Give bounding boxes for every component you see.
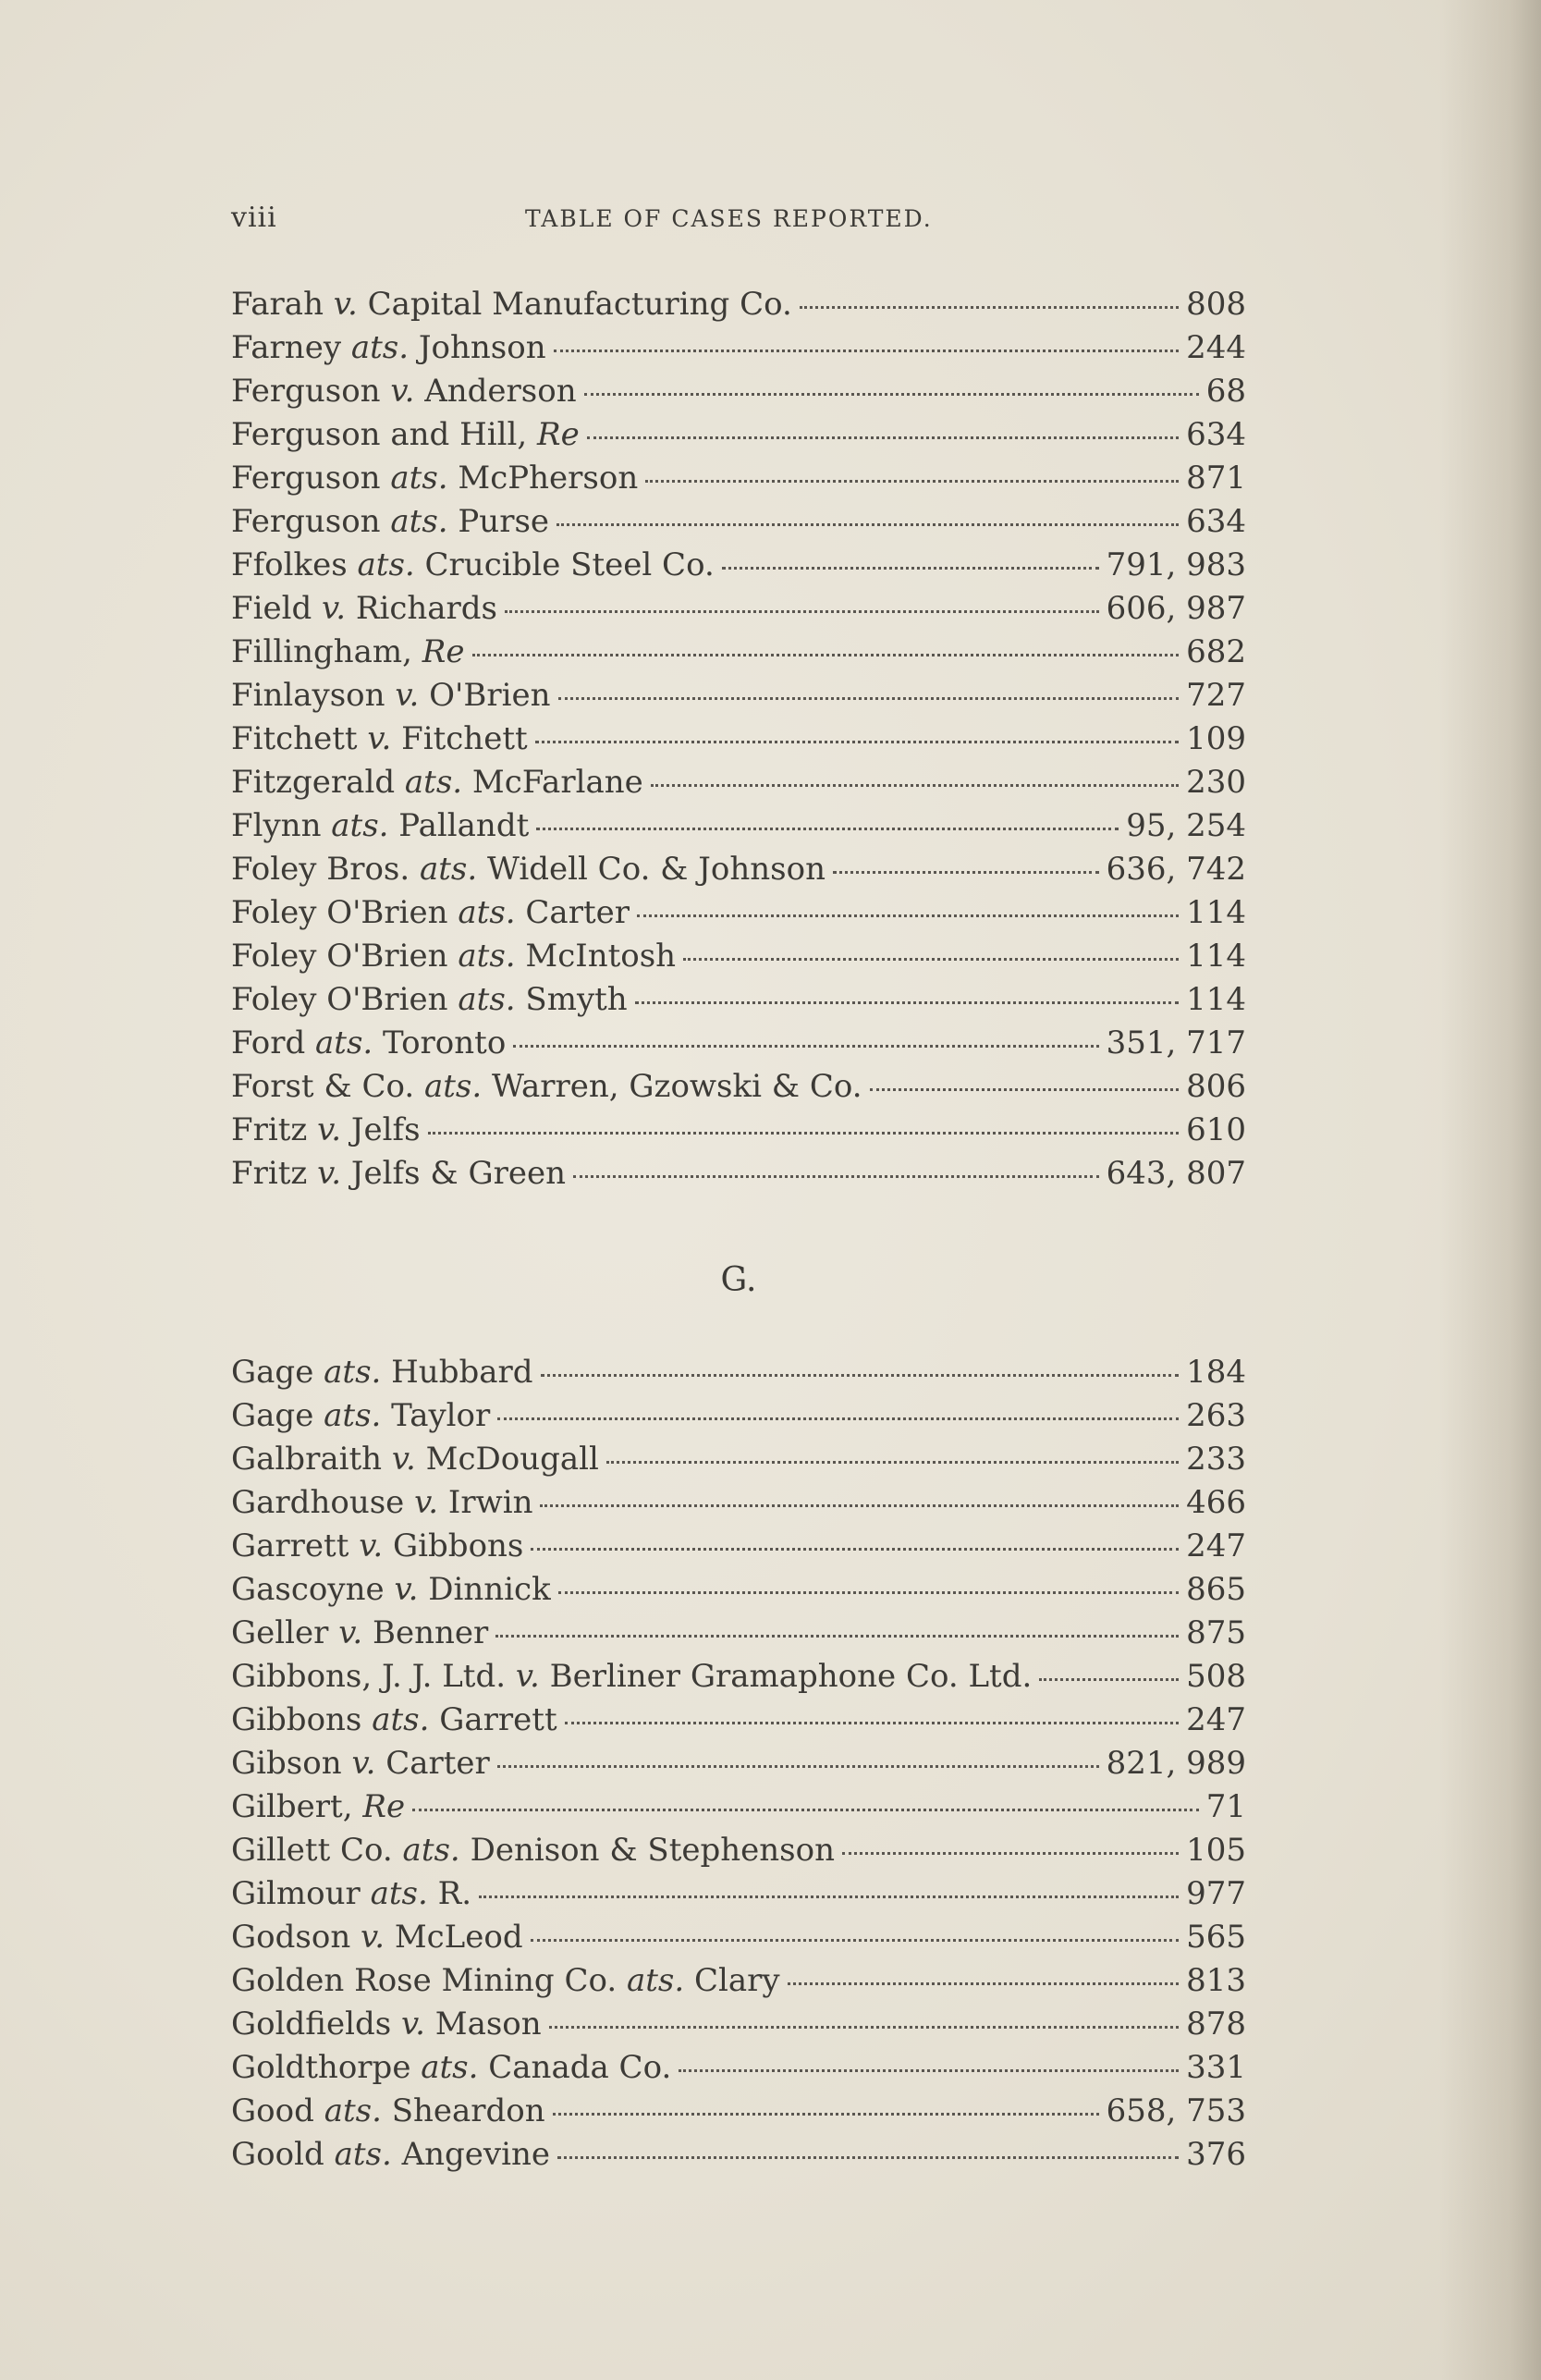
first-party: Gibbons	[231, 1701, 362, 1738]
case-name	[231, 1351, 533, 1394]
case-name	[231, 761, 643, 804]
case-name	[231, 848, 826, 891]
case-name	[231, 1065, 862, 1109]
case-name	[231, 1916, 523, 1959]
case-entry	[231, 1742, 1246, 1785]
page-reference: 263	[1186, 1397, 1246, 1434]
case-connector: v.	[400, 2006, 425, 2043]
case-connector: v.	[414, 1484, 439, 1521]
case-connector: v.	[351, 1745, 376, 1782]
case-name	[231, 1872, 471, 1916]
page-reference: 331	[1186, 2049, 1246, 2086]
first-party: Foley O'Brien	[231, 894, 448, 931]
running-title: TABLE OF CASES REPORTED.	[525, 205, 933, 232]
first-party: Field	[231, 590, 312, 627]
page-reference: 727	[1186, 677, 1246, 714]
dot-leader	[800, 306, 1179, 309]
case-connector: ats.	[390, 460, 448, 497]
case-name	[231, 2003, 542, 2046]
case-name	[231, 718, 528, 761]
case-connector: ats.	[404, 764, 463, 801]
case-entry	[231, 891, 1246, 935]
second-party: Purse	[458, 503, 550, 540]
dot-leader	[558, 1591, 1179, 1594]
second-party: Hubbard	[391, 1354, 533, 1391]
first-party: Garrett	[231, 1527, 349, 1564]
page-reference: 875	[1186, 1614, 1246, 1651]
first-party: Gascoyne	[231, 1571, 385, 1608]
case-entry	[231, 1655, 1246, 1699]
case-entry	[231, 1152, 1246, 1196]
first-party: Farney	[231, 329, 342, 366]
second-party: Clary	[694, 1962, 780, 1999]
case-connector: ats.	[357, 546, 415, 583]
first-party: Gibson	[231, 1745, 342, 1782]
dot-leader	[557, 2156, 1179, 2159]
second-party: Benner	[373, 1614, 489, 1651]
first-party: Gilmour	[231, 1875, 361, 1912]
dot-leader	[556, 523, 1179, 526]
dot-leader	[870, 1088, 1180, 1091]
first-party: Finlayson	[231, 677, 385, 714]
case-connector: ats.	[331, 807, 389, 844]
second-party: McPherson	[458, 460, 639, 497]
section-letter-g: G.	[720, 1261, 757, 1299]
page-reference: 813	[1186, 1962, 1246, 1999]
case-entry	[231, 1109, 1246, 1152]
case-connector: ats.	[390, 503, 448, 540]
second-party: Warren, Gzowski & Co.	[491, 1068, 862, 1105]
case-connector: v.	[394, 1571, 419, 1608]
first-party: Fitchett	[231, 720, 358, 757]
dot-leader	[722, 567, 1099, 570]
first-party: Fritz	[231, 1111, 308, 1148]
second-party: Irwin	[447, 1484, 533, 1521]
page-reference: 184	[1186, 1354, 1246, 1391]
case-connector: ats.	[626, 1962, 685, 1999]
second-party: Pallandt	[398, 807, 530, 844]
second-party: R.	[437, 1875, 472, 1912]
second-party: Jelfs & Green	[350, 1155, 566, 1192]
dot-leader	[535, 741, 1179, 743]
case-connector: v.	[367, 720, 392, 757]
case-entry	[231, 761, 1246, 804]
dot-leader	[635, 1001, 1179, 1004]
case-entry	[231, 804, 1246, 848]
dot-leader	[479, 1895, 1179, 1898]
page-reference: 878	[1186, 2006, 1246, 2043]
second-party: Denison & Stephenson	[470, 1832, 835, 1869]
case-entry	[231, 978, 1246, 1022]
second-party: Jelfs	[350, 1111, 421, 1148]
case-name	[231, 891, 630, 935]
case-entry	[231, 500, 1246, 544]
case-connector: ats.	[334, 2136, 392, 2173]
dot-leader	[565, 1722, 1179, 1724]
case-name	[231, 1699, 557, 1742]
page-reference: 682	[1186, 633, 1246, 670]
first-party: Foley Bros.	[231, 851, 410, 888]
first-party: Foley O'Brien	[231, 938, 448, 975]
dot-leader	[513, 1045, 1098, 1048]
second-party: Toronto	[383, 1024, 507, 1061]
page-reference: 71	[1205, 1788, 1246, 1825]
second-party: Carter	[385, 1745, 490, 1782]
page-reference: 634	[1186, 503, 1246, 540]
first-party: Ford	[231, 1024, 306, 1061]
dot-leader	[531, 1939, 1179, 1942]
page-reference: 508	[1186, 1658, 1246, 1695]
case-connector: ats.	[372, 1701, 430, 1738]
page-reference: 865	[1186, 1571, 1246, 1608]
case-entry	[231, 457, 1246, 500]
case-entry	[231, 2046, 1246, 2090]
case-name	[231, 500, 549, 544]
case-entry	[231, 1829, 1246, 1872]
second-party: Angevine	[401, 2136, 551, 2173]
case-name	[231, 631, 465, 674]
first-party: Good	[231, 2092, 314, 2129]
page-reference: 636, 742	[1106, 851, 1246, 888]
first-party: Gardhouse	[231, 1484, 405, 1521]
page-reference: 230	[1186, 764, 1246, 801]
case-connector: v.	[338, 1614, 363, 1651]
page-reference: 806	[1186, 1068, 1246, 1105]
first-party: Gage	[231, 1354, 314, 1391]
dot-leader	[683, 958, 1179, 961]
case-name	[231, 370, 577, 413]
dot-leader	[495, 1635, 1179, 1638]
dot-leader	[558, 697, 1180, 700]
first-party: Galbraith	[231, 1441, 383, 1478]
case-name	[231, 544, 715, 587]
case-connector: ats.	[350, 329, 410, 366]
second-party: Smyth	[525, 981, 628, 1018]
case-entry	[231, 2003, 1246, 2046]
case-name	[231, 326, 546, 370]
second-party: Berliner Gramaphone Co. Ltd.	[549, 1658, 1033, 1695]
first-party: Ffolkes	[231, 546, 348, 583]
case-connector: ats.	[324, 1354, 382, 1391]
case-name	[231, 1959, 780, 2003]
case-connector: v.	[317, 1111, 342, 1148]
first-party: Forst & Co.	[231, 1068, 415, 1105]
case-entry	[231, 1394, 1246, 1438]
case-connector: ats.	[420, 851, 478, 888]
case-name	[231, 2090, 545, 2133]
case-connector: ats.	[402, 1832, 460, 1869]
page-reference: 95, 254	[1126, 807, 1246, 844]
case-connector: v.	[390, 373, 415, 410]
case-connector: Re	[422, 633, 465, 670]
second-party: O'Brien	[429, 677, 551, 714]
case-entry	[231, 1612, 1246, 1655]
case-connector: v.	[322, 590, 347, 627]
case-name	[231, 2133, 550, 2177]
second-party: Fitchett	[401, 720, 528, 757]
dot-leader	[531, 1548, 1179, 1551]
dot-leader	[645, 480, 1179, 483]
case-entry	[231, 631, 1246, 674]
case-entry	[231, 718, 1246, 761]
dot-leader	[541, 1374, 1180, 1377]
page-reference: 634	[1186, 416, 1246, 453]
case-entry	[231, 1022, 1246, 1065]
second-party: Mason	[434, 2006, 542, 2043]
case-entry	[231, 674, 1246, 718]
dot-leader	[428, 1132, 1180, 1135]
page-reference: 247	[1186, 1527, 1246, 1564]
first-party: Fitzgerald	[231, 764, 396, 801]
first-party: Ferguson	[231, 373, 381, 410]
first-party: Fritz	[231, 1155, 308, 1192]
page-reference: 466	[1186, 1484, 1246, 1521]
case-entry	[231, 935, 1246, 978]
second-party: Carter	[525, 894, 630, 931]
dot-leader	[842, 1852, 1179, 1855]
page-reference: 247	[1186, 1701, 1246, 1738]
case-name	[231, 1394, 490, 1438]
first-party: Gibbons, J. J. Ltd.	[231, 1658, 507, 1695]
page-reference: 871	[1186, 460, 1246, 497]
first-party: Ferguson	[231, 460, 381, 497]
first-party: Goold	[231, 2136, 324, 2173]
case-name	[231, 1829, 835, 1872]
case-connector: ats.	[458, 938, 516, 975]
case-connector: ats.	[458, 894, 516, 931]
page-reference: 808	[1186, 286, 1246, 323]
case-entry	[231, 1699, 1246, 1742]
dot-leader	[606, 1461, 1179, 1464]
case-name	[231, 283, 792, 326]
first-party: Foley O'Brien	[231, 981, 448, 1018]
dot-leader	[573, 1175, 1099, 1178]
case-name	[231, 935, 676, 978]
page-reference: 606, 987	[1106, 590, 1246, 627]
first-party: Gillett Co.	[231, 1832, 393, 1869]
page-reference: 105	[1186, 1832, 1246, 1869]
case-connector: ats.	[315, 1024, 373, 1061]
case-entry	[231, 1438, 1246, 1481]
case-name	[231, 1152, 566, 1196]
case-entry	[231, 1351, 1246, 1394]
second-party: Johnson	[418, 329, 546, 366]
first-party: Farah	[231, 286, 324, 323]
case-name	[231, 1612, 488, 1655]
case-entry	[231, 848, 1246, 891]
second-party: McDougall	[425, 1441, 599, 1478]
first-party: Flynn	[231, 807, 322, 844]
first-party: Fillingham,	[231, 633, 412, 670]
second-party: Gibbons	[393, 1527, 524, 1564]
case-name	[231, 1742, 490, 1785]
case-entry	[231, 1785, 1246, 1829]
page-reference: 821, 989	[1106, 1745, 1246, 1782]
dot-leader	[584, 393, 1199, 396]
case-name	[231, 457, 638, 500]
page-number: viii	[231, 202, 277, 234]
dot-leader	[472, 654, 1180, 656]
case-entry	[231, 1525, 1246, 1568]
case-entry	[231, 544, 1246, 587]
case-name	[231, 1655, 1032, 1699]
case-connector: v.	[361, 1919, 385, 1956]
first-party: Goldthorpe	[231, 2049, 411, 2086]
dot-leader	[497, 1417, 1179, 1420]
case-connector: ats.	[370, 1875, 428, 1912]
case-name	[231, 1568, 551, 1612]
first-party: Gilbert,	[231, 1788, 353, 1825]
page-header	[231, 202, 1248, 239]
page-reference: 977	[1186, 1875, 1246, 1912]
dot-leader	[505, 610, 1099, 613]
dot-leader	[553, 2113, 1099, 2116]
second-party: Crucible Steel Co.	[424, 546, 715, 583]
dot-leader	[1039, 1678, 1179, 1681]
case-entry	[231, 1065, 1246, 1109]
case-name	[231, 2046, 671, 2090]
case-entry	[231, 283, 1246, 326]
case-connector: v.	[359, 1527, 384, 1564]
case-connector: ats.	[423, 1068, 483, 1105]
case-name	[231, 587, 497, 631]
page-reference: 658, 753	[1106, 2092, 1246, 2129]
first-party: Gage	[231, 1397, 314, 1434]
first-party: Geller	[231, 1614, 329, 1651]
case-connector: ats.	[421, 2049, 479, 2086]
first-party: Ferguson	[231, 503, 381, 540]
second-party: Widell Co. & Johnson	[487, 851, 826, 888]
case-connector: Re	[537, 416, 580, 453]
dot-leader	[549, 2026, 1179, 2029]
case-name	[231, 674, 551, 718]
case-connector: v.	[333, 286, 358, 323]
first-party: Golden Rose Mining Co.	[231, 1962, 618, 1999]
page-reference: 791, 983	[1106, 546, 1246, 583]
case-entry	[231, 1959, 1246, 2003]
case-name	[231, 804, 529, 848]
page-reference: 114	[1186, 894, 1246, 931]
dot-leader	[554, 350, 1180, 352]
page-reference: 376	[1186, 2136, 1246, 2173]
second-party: Richards	[355, 590, 497, 627]
page-reference: 244	[1186, 329, 1246, 366]
case-connector: ats.	[324, 1397, 382, 1434]
case-entry	[231, 2090, 1246, 2133]
case-connector: Re	[362, 1788, 406, 1825]
page-reference: 351, 717	[1106, 1024, 1246, 1061]
case-name	[231, 413, 580, 457]
case-name	[231, 1109, 421, 1152]
case-entry	[231, 1916, 1246, 1959]
first-party: Ferguson and Hill,	[231, 416, 528, 453]
case-connector: v.	[391, 1441, 416, 1478]
page-reference: 643, 807	[1106, 1155, 1246, 1192]
case-entry	[231, 2133, 1246, 2177]
case-connector: v.	[395, 677, 420, 714]
case-connector: v.	[317, 1155, 342, 1192]
page-reference: 233	[1186, 1441, 1246, 1478]
dot-leader	[587, 436, 1179, 439]
page-reference: 109	[1186, 720, 1246, 757]
second-party: Sheardon	[391, 2092, 545, 2129]
page-reference: 68	[1205, 373, 1246, 410]
dot-leader	[497, 1765, 1099, 1768]
dot-leader	[540, 1504, 1179, 1507]
dot-leader	[651, 784, 1179, 787]
page-reference: 610	[1186, 1111, 1246, 1148]
dot-leader	[412, 1809, 1199, 1811]
page-edge-shadow	[1439, 0, 1541, 2380]
case-entry	[231, 1481, 1246, 1525]
case-name	[231, 1525, 523, 1568]
case-name	[231, 1022, 506, 1065]
dot-leader	[679, 2069, 1179, 2072]
case-connector: v.	[515, 1658, 540, 1695]
case-connector: ats.	[458, 981, 516, 1018]
dot-leader	[637, 914, 1179, 917]
first-party: Goldfields	[231, 2006, 392, 2043]
first-party: Godson	[231, 1919, 351, 1956]
case-connector: ats.	[324, 2092, 382, 2129]
dot-leader	[833, 871, 1099, 874]
case-name	[231, 1481, 532, 1525]
page-reference: 114	[1186, 938, 1246, 975]
second-party: Canada Co.	[488, 2049, 672, 2086]
second-party: McLeod	[394, 1919, 523, 1956]
case-entry	[231, 1568, 1246, 1612]
page-reference: 114	[1186, 981, 1246, 1018]
second-party: Anderson	[424, 373, 577, 410]
case-list-f	[231, 283, 1246, 1196]
second-party: McFarlane	[471, 764, 643, 801]
case-name	[231, 1438, 599, 1481]
second-party: Taylor	[391, 1397, 491, 1434]
second-party: McIntosh	[525, 938, 677, 975]
second-party: Garrett	[439, 1701, 557, 1738]
case-entry	[231, 413, 1246, 457]
case-entry	[231, 1872, 1246, 1916]
case-list-g	[231, 1351, 1246, 2177]
dot-leader	[788, 1982, 1179, 1985]
case-entry	[231, 326, 1246, 370]
second-party: Dinnick	[428, 1571, 551, 1608]
case-name	[231, 978, 628, 1022]
case-entry	[231, 587, 1246, 631]
dot-leader	[536, 828, 1119, 830]
case-name	[231, 1785, 405, 1829]
case-entry	[231, 370, 1246, 413]
page-reference: 565	[1186, 1919, 1246, 1956]
second-party: Capital Manufacturing Co.	[367, 286, 792, 323]
